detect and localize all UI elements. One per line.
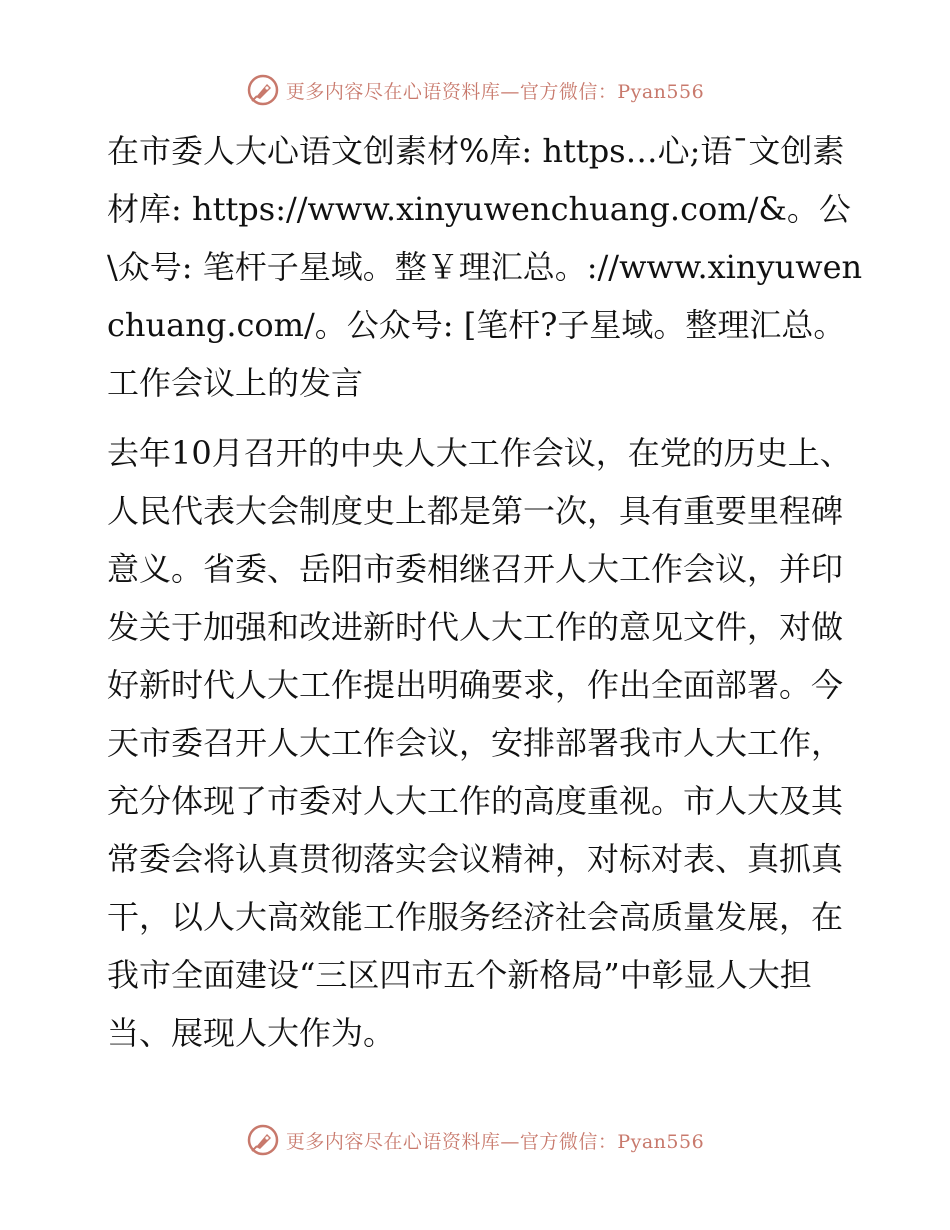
- document-paragraph-1: 在市委人大心语文创素材%库: https…心;语¯文创素材库: https://www.xinyuwenchuang.com/&。公\众号: 笔杆子星域。整￥理汇总。://www.xinyuwenchuang.com/。公众号: [笔杆?子星域。整理汇总。工作会议上的发言: [107, 132, 863, 402]
- pen-nib-logo-icon: [246, 73, 280, 107]
- document-paragraph-2: 去年10月召开的中央人大工作会议，在党的历史上、人民代表大会制度史上都是第一次，具有重要里程碑意义。省委、岳阳市委相继召开人大工作会议，并印发关于加强和改进新时代人大工作的意见文件，对做好新时代人大工作提出明确要求，作出全面部署。今天市委召开人大工作会议，安排部署我市人大工作，充分体现了市委对人大工作的高度重视。市人大及其常委会将认真贯彻落实会议精神，对标对表、真抓真干，以人大高效能工作服务经济社会高质量发展，在我市全面建设“三区四市五个新格局”中彰显人大担当、展现人大作为。: [107, 434, 852, 1052]
- footer-banner-content: [246, 1123, 704, 1157]
- footer-banner: [0, 1120, 950, 1160]
- header-banner-text: 更多内容尽在心语资料库—官方微信：Pyan556: [285, 80, 705, 103]
- footer-banner-text: 更多内容尽在心语资料库—官方微信：Pyan556: [285, 1130, 705, 1153]
- header-banner: [0, 70, 950, 110]
- header-banner-content: [246, 73, 704, 107]
- pen-nib-logo-icon: [246, 1123, 280, 1157]
